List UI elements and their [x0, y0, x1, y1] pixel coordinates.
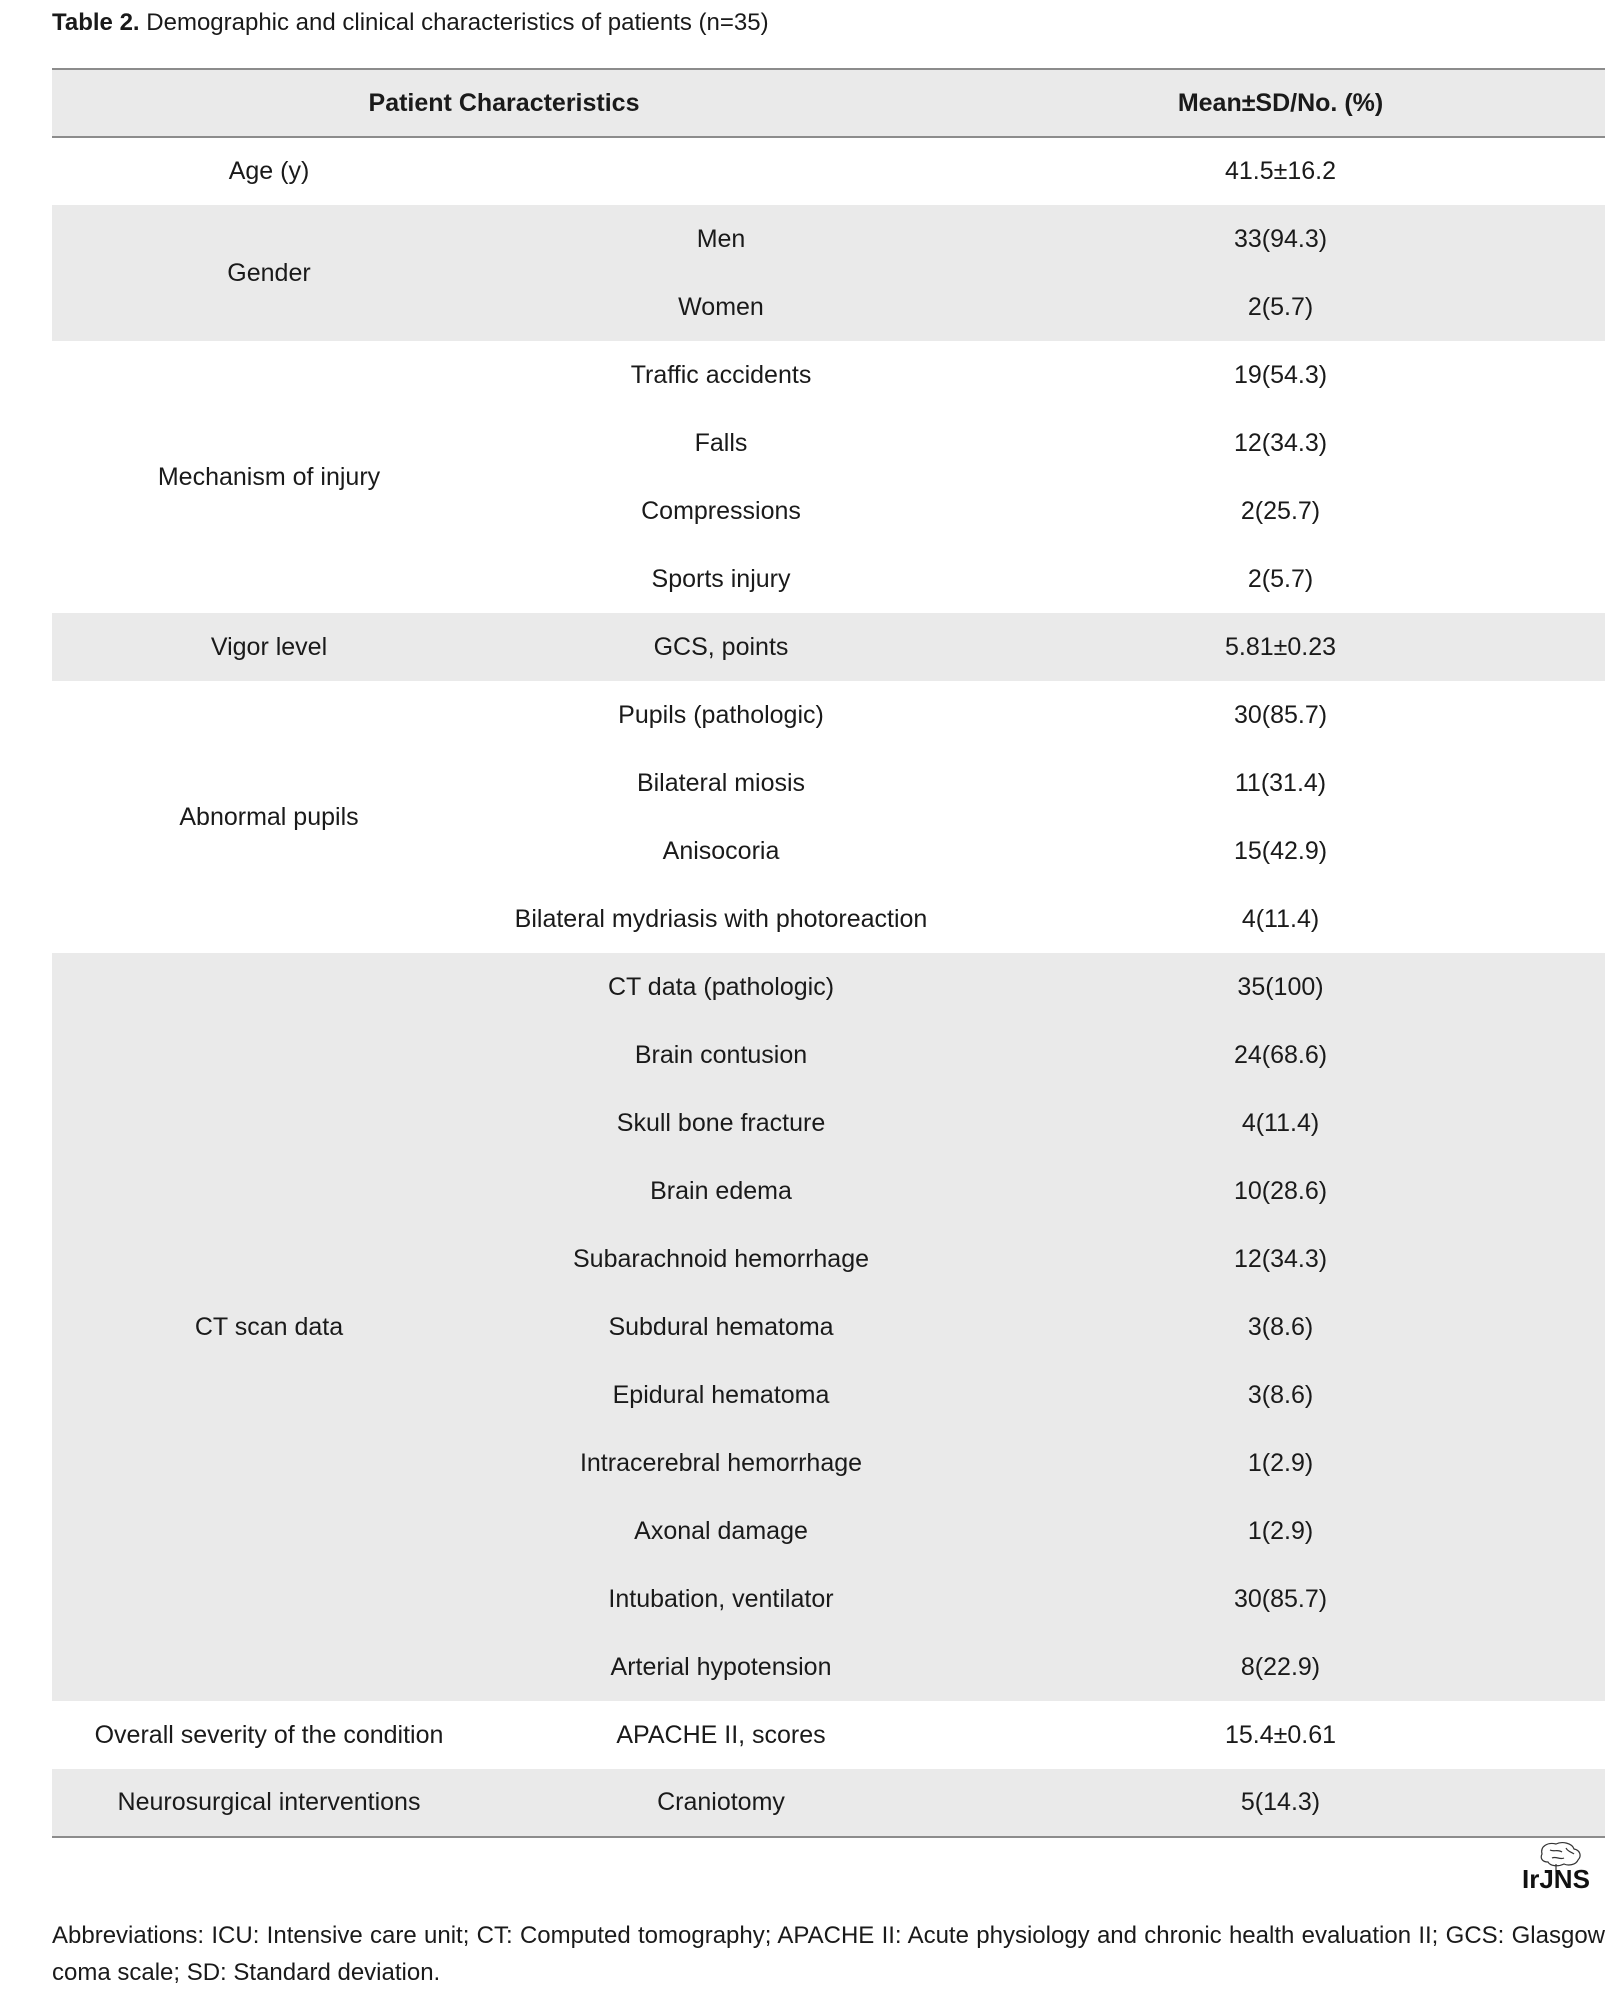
row-item: Brain edema — [486, 1157, 956, 1225]
row-value: 3(8.6) — [956, 1361, 1605, 1429]
row-category: Mechanism of injury — [157, 462, 381, 491]
row-value: 5.81±0.23 — [956, 613, 1605, 681]
row-value: 15.4±0.61 — [1224, 1720, 1337, 1749]
table-row — [52, 137, 1605, 205]
row-category: Age (y) — [228, 157, 310, 185]
row-item: Sports injury — [651, 564, 791, 593]
row-item: Axonal damage — [486, 1497, 956, 1565]
row-item: Anisocoria — [662, 836, 780, 865]
row-item: Bilateral mydriasis with photoreaction — [514, 904, 928, 933]
row-value: 3(8.6) — [956, 1293, 1605, 1361]
table-caption-label: Table 2. — [52, 9, 140, 36]
row-value: 41.5±16.2 — [1224, 157, 1337, 185]
row-value: 10(28.6) — [956, 1157, 1605, 1225]
table-row — [52, 205, 1605, 273]
table-row — [52, 953, 1605, 1021]
row-item: Bilateral miosis — [636, 768, 806, 797]
row-item: Subdural hematoma — [486, 1293, 956, 1361]
header-patient-characteristics: Patient Characteristics — [52, 69, 956, 137]
row-value: 30(85.7) — [956, 1565, 1605, 1633]
row-value: 2(5.7) — [956, 273, 1605, 341]
row-item: CT data (pathologic) — [486, 953, 956, 1021]
row-item: Pupils (pathologic) — [618, 700, 824, 729]
row-item: Subarachnoid hemorrhage — [486, 1225, 956, 1293]
row-value: 4(11.4) — [1241, 904, 1320, 933]
row-category: Abnormal pupils — [179, 802, 359, 831]
row-item: Falls — [694, 428, 748, 457]
row-item: Skull bone fracture — [486, 1089, 956, 1157]
table-caption-text: Demographic and clinical characteristics of patients (n=35) — [146, 9, 769, 36]
row-item: Women — [486, 273, 956, 341]
table-row — [52, 341, 1605, 409]
row-value: 1(2.9) — [956, 1429, 1605, 1497]
row-item: GCS, points — [486, 613, 956, 681]
row-item: APACHE II, scores — [616, 1720, 826, 1749]
row-value: 30(85.7) — [1233, 700, 1328, 729]
row-value: 33(94.3) — [956, 205, 1605, 273]
row-category: CT scan data — [52, 953, 486, 1701]
row-value: 24(68.6) — [956, 1021, 1605, 1089]
row-value: 8(22.9) — [956, 1633, 1605, 1701]
table-row — [52, 1769, 1605, 1837]
row-value: 15(42.9) — [1233, 836, 1328, 865]
row-item: Traffic accidents — [630, 360, 812, 389]
row-item — [486, 137, 956, 205]
row-item: Craniotomy — [486, 1769, 956, 1837]
table-row — [52, 613, 1605, 681]
row-category: Vigor level — [52, 613, 486, 681]
row-item: Intracerebral hemorrhage — [486, 1429, 956, 1497]
row-item: Intubation, ventilator — [486, 1565, 956, 1633]
brain-logo-icon — [1518, 1840, 1604, 1890]
logo-text: IrJNS — [1522, 1864, 1590, 1890]
table-caption — [52, 8, 769, 38]
row-category: Neurosurgical interventions — [52, 1769, 486, 1837]
row-category: Gender — [52, 205, 486, 341]
header-mean-sd: Mean±SD/No. (%) — [956, 69, 1605, 137]
row-item: Brain contusion — [486, 1021, 956, 1089]
row-value: 35(100) — [956, 953, 1605, 1021]
characteristics-table — [52, 68, 1605, 1838]
table-row — [52, 681, 1605, 749]
row-value: 2(5.7) — [1247, 564, 1314, 593]
row-value: 11(31.4) — [1234, 768, 1327, 797]
table-header-row — [52, 69, 1605, 137]
abbreviations-footnote: Abbreviations: ICU: Intensive care unit; CT: Computed tomography; APACHE II: Acute physiology and chronic health evaluation II; GCS: Glasgow coma scale; SD: Standard deviation. — [52, 1922, 1605, 1986]
table-row — [52, 1701, 1605, 1769]
row-value: 12(34.3) — [1233, 428, 1328, 457]
row-value: 4(11.4) — [956, 1089, 1605, 1157]
row-item: Men — [486, 205, 956, 273]
row-value: 1(2.9) — [956, 1497, 1605, 1565]
row-value: 19(54.3) — [1233, 360, 1328, 389]
row-item: Arterial hypotension — [486, 1633, 956, 1701]
row-item: Epidural hematoma — [486, 1361, 956, 1429]
row-value: 2(25.7) — [1240, 496, 1321, 525]
row-value: 5(14.3) — [956, 1769, 1605, 1837]
row-value: 12(34.3) — [956, 1225, 1605, 1293]
row-item: Compressions — [641, 496, 801, 525]
row-category: Overall severity of the condition — [94, 1720, 444, 1749]
